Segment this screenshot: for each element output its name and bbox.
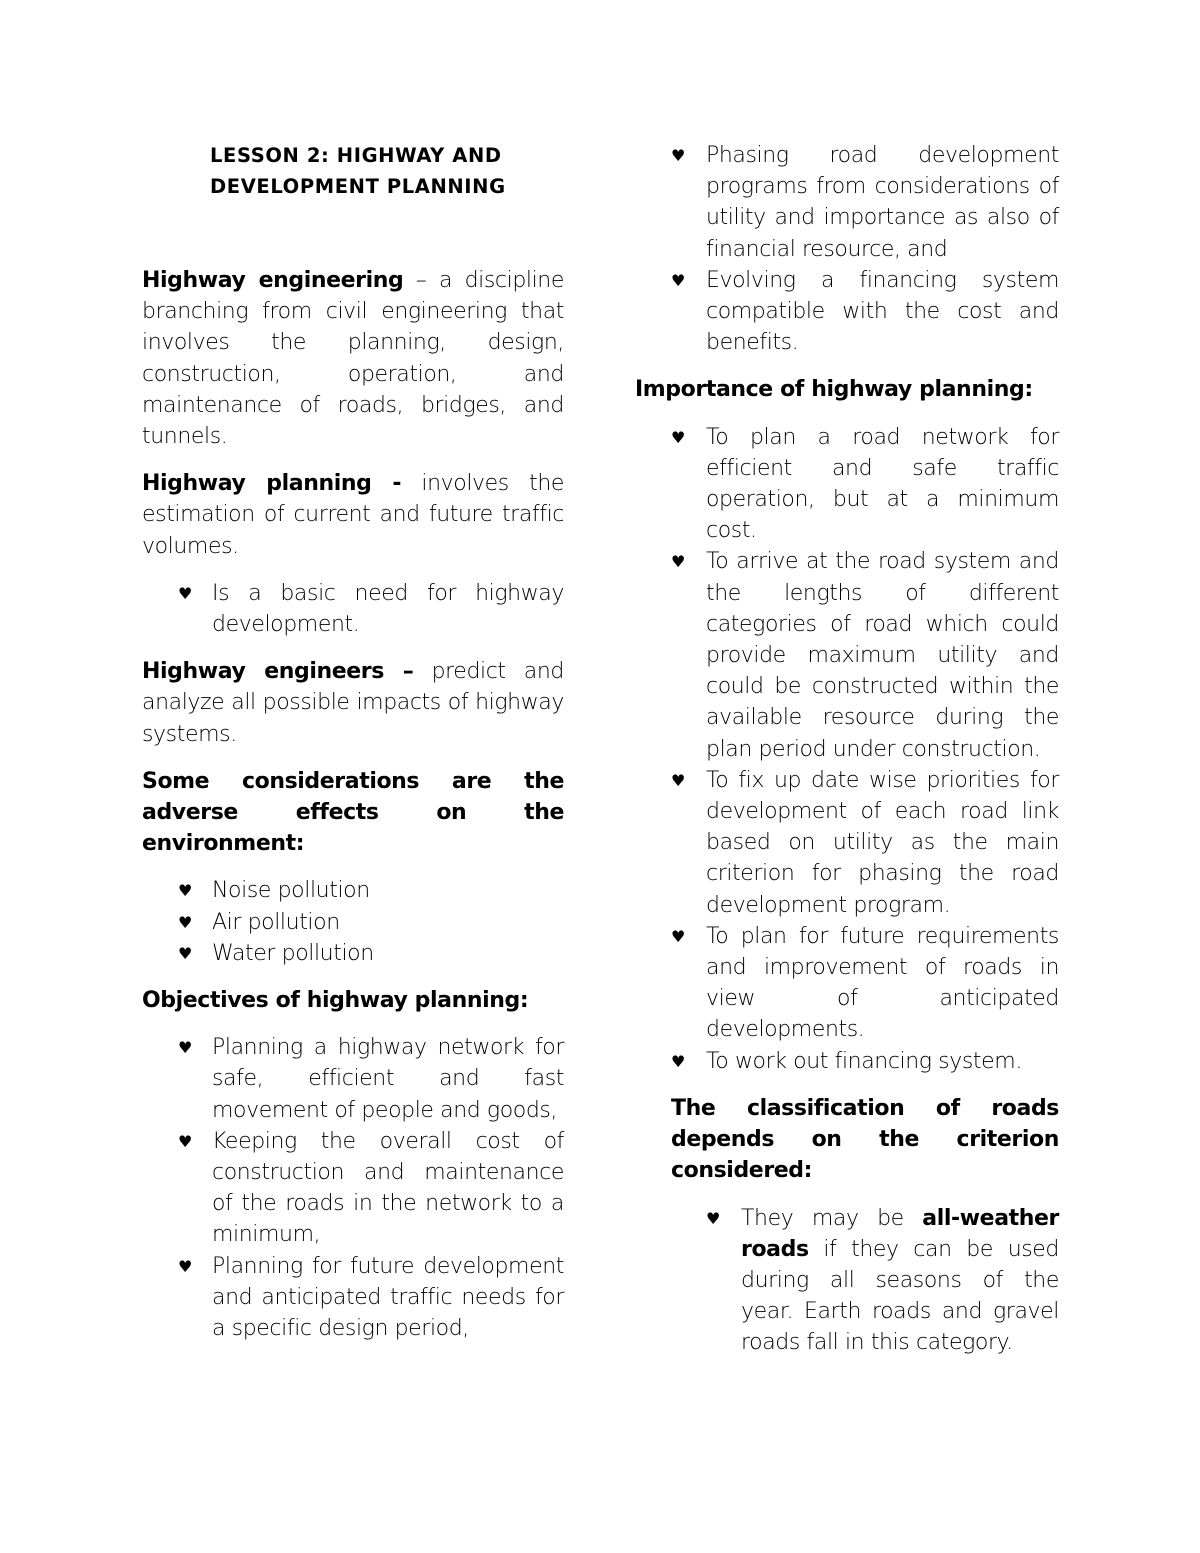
objectives-list-continued bbox=[671, 140, 1059, 358]
term-highway-engineers: Highway engineers – bbox=[142, 659, 414, 685]
definition-highway-engineers bbox=[142, 656, 564, 750]
term-all-weather-roads: all-weather roads bbox=[741, 1205, 1059, 1262]
heart-bullet-icon: ♥ bbox=[671, 770, 685, 790]
list-item: ♥ To work out financing system. bbox=[706, 1046, 1059, 1077]
term-highway-engineering: Highway engineering bbox=[142, 268, 404, 293]
heart-bullet-icon: ♥ bbox=[178, 881, 192, 901]
list-item: ♥ To plan a road network for efficient and safe traffic operation, but at a minimum cost. bbox=[706, 422, 1059, 547]
list-item: ♥ To plan for future requirements and improvement of roads in view of anticipated developments. bbox=[706, 921, 1059, 1046]
considerations-list bbox=[142, 875, 564, 969]
heart-bullet-icon: ♥ bbox=[671, 146, 685, 165]
list-item: ♥ Keeping the overall cost of construction and maintenance of the roads in the network to a minimum, bbox=[212, 1126, 564, 1251]
left-column bbox=[142, 140, 564, 1360]
heart-bullet-icon: ♥ bbox=[671, 427, 685, 447]
heart-bullet-icon: ♥ bbox=[671, 270, 685, 290]
list-item: ♥ Water pollution bbox=[212, 938, 564, 969]
list-item: ♥ To fix up date wise priorities for development of each road link based on utility as the main criterion for phasing the road development program. bbox=[706, 765, 1059, 921]
list-item: ♥ Evolving a financing system compatible with the cost and benefits. bbox=[706, 265, 1059, 359]
classification-heading: The classification of roads depends on the criterion considered: bbox=[671, 1095, 1059, 1184]
definition-text: – a discipline branching from civil engineering that involves the planning, design, construction, operation, and maintenance of roads, bridges, and tunnels. bbox=[142, 268, 564, 450]
title-line-1: LESSON 2: HIGHWAY AND bbox=[210, 144, 502, 167]
heart-bullet-icon: ♥ bbox=[671, 552, 685, 572]
heart-bullet-icon: ♥ bbox=[671, 1051, 685, 1071]
heart-bullet-icon: ♥ bbox=[178, 1131, 192, 1151]
heart-bullet-icon: ♥ bbox=[178, 912, 192, 932]
heart-bullet-icon: ♥ bbox=[178, 1256, 192, 1276]
list-item: ♥ To arrive at the road system and the lengths of different categories of road which could provide maximum utility and could be constructed within the available resource during the plan period under construction. bbox=[706, 546, 1059, 764]
definition-highway-planning bbox=[142, 468, 564, 562]
right-column bbox=[635, 140, 1059, 1375]
definition-text: involves the estimation of current and future traffic volumes. bbox=[142, 471, 565, 559]
definition-text: predict and analyze all possible impacts of highway systems. bbox=[142, 659, 564, 747]
list-item: ♥ Noise pollution bbox=[212, 875, 564, 906]
lesson-title bbox=[210, 140, 564, 202]
importance-heading: Importance of highway planning: bbox=[635, 377, 1033, 403]
list-item: ♥ Air pollution bbox=[212, 907, 564, 938]
classification-list bbox=[671, 1203, 1059, 1359]
definition-highway-engineering bbox=[142, 265, 564, 452]
list-item: ♥ Phasing road development programs from considerations of utility and importance as also of financial resource, and bbox=[706, 140, 1059, 265]
list-item: ♥ Planning for future development and anticipated traffic needs for a specific design period, bbox=[212, 1251, 564, 1345]
heart-bullet-icon: ♥ bbox=[706, 1208, 720, 1228]
list-item: ♥ They may be all-weather roads if they can be used during all seasons of the year. Earth roads and gravel roads fall in this category. bbox=[741, 1203, 1059, 1359]
heart-bullet-icon: ♥ bbox=[178, 1038, 192, 1058]
heart-bullet-icon: ♥ bbox=[178, 943, 192, 963]
importance-list bbox=[671, 422, 1059, 1077]
considerations-heading: Some considerations are the adverse effects on the environment: bbox=[142, 768, 564, 857]
heart-bullet-icon: ♥ bbox=[178, 583, 192, 603]
title-line-2: DEVELOPMENT PLANNING bbox=[210, 175, 506, 198]
list-item: ♥ Is a basic need for highway development. bbox=[212, 578, 564, 640]
highway-planning-bullets bbox=[142, 578, 564, 640]
objectives-heading: Objectives of highway planning: bbox=[142, 988, 529, 1014]
objectives-list bbox=[142, 1032, 564, 1344]
term-highway-planning: Highway planning - bbox=[142, 471, 402, 497]
list-item: ♥ Planning a highway network for safe, efficient and fast movement of people and goods, bbox=[212, 1032, 564, 1126]
heart-bullet-icon: ♥ bbox=[671, 926, 685, 946]
